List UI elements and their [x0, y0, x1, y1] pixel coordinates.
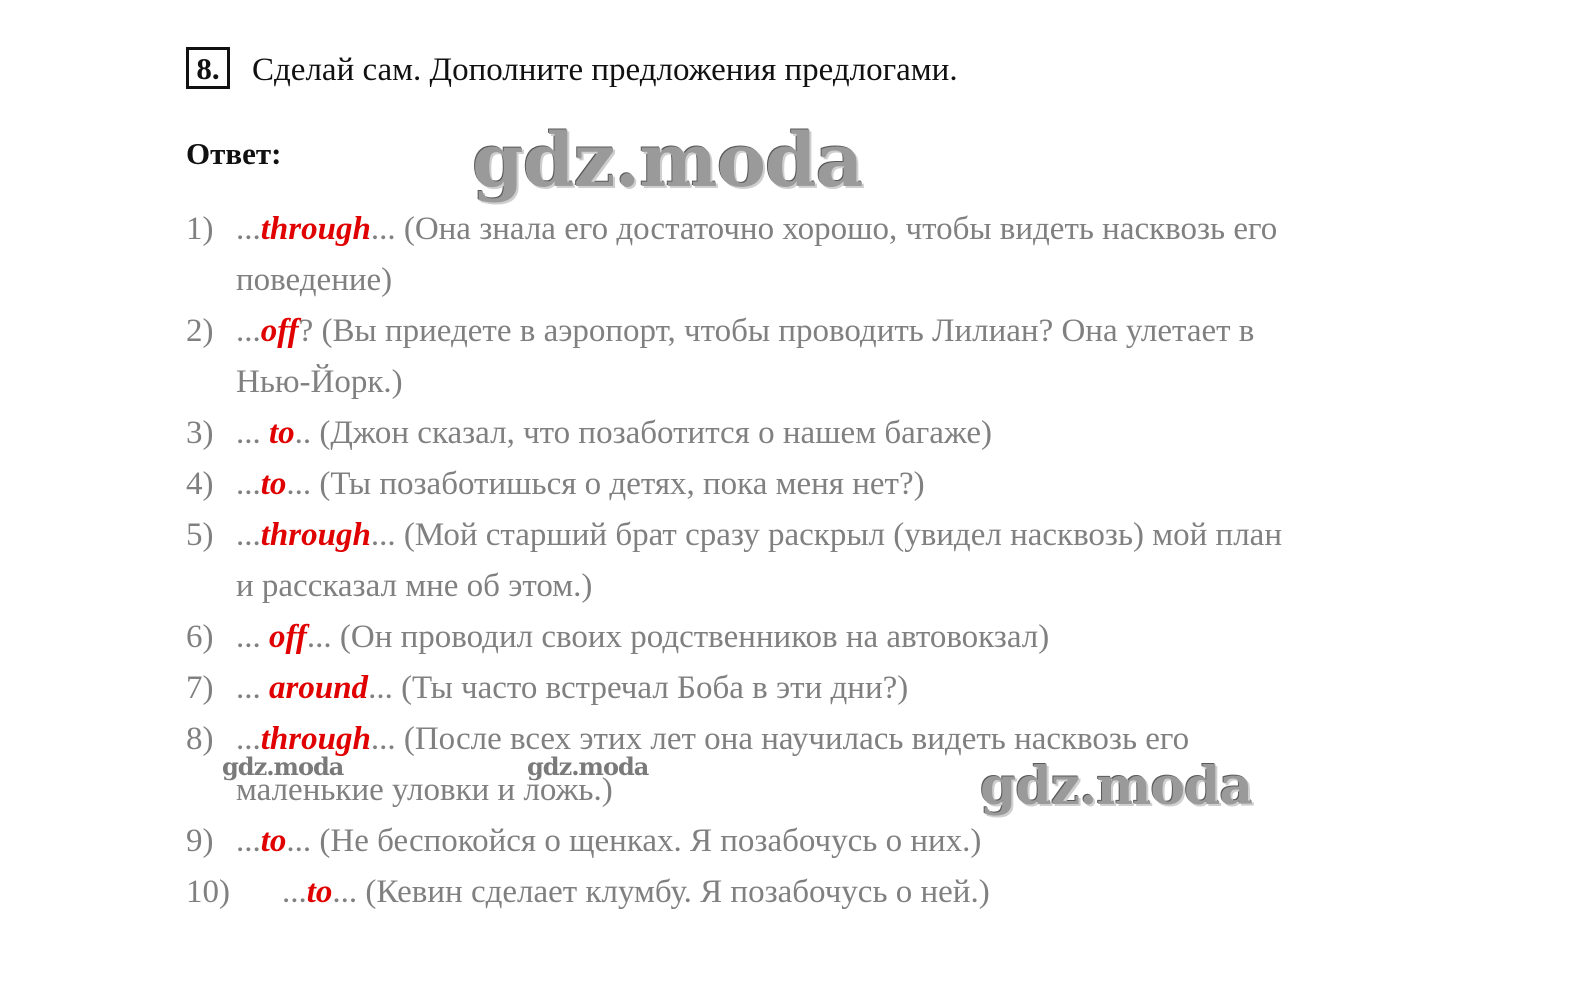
- item-continuation: маленькие уловки и ложь.): [236, 772, 613, 808]
- item-translation: ? (Вы приедете в аэропорт, чтобы проводить Лилиан? Она улетает в: [298, 313, 1255, 349]
- item-text: [282, 867, 990, 918]
- item-translation: ... (После всех этих лет она научилась видеть насквозь его: [370, 721, 1190, 757]
- item-lead: ...: [236, 313, 261, 349]
- item-lead: ...: [236, 415, 269, 451]
- item-preposition: to: [306, 874, 333, 910]
- task-number: 8.: [186, 47, 230, 89]
- item-translation: ... (Мой старший брат сразу раскрыл (увидел насквозь) мой план: [370, 517, 1282, 553]
- item-translation: ... (Не беспокойся о щенках. Я позабочусь о них.): [286, 823, 982, 859]
- item-translation: ... (Он проводил своих родственников на автовокзал): [306, 619, 1050, 655]
- item-number: 4): [186, 466, 214, 502]
- item-preposition: to: [260, 823, 287, 859]
- item-number: 10): [186, 874, 230, 910]
- item-text: [236, 459, 925, 510]
- item-preposition: off: [260, 313, 299, 349]
- item-number: 8): [186, 721, 214, 757]
- item-translation: .. (Джон сказал, что позаботится о нашем багаже): [294, 415, 992, 451]
- watermark-logo: gdz.moda: [222, 752, 344, 781]
- item-translation: ... (Кевин сделает клумбу. Я позабочусь о ней.): [332, 874, 990, 910]
- watermark-logo: gdz.moda: [980, 756, 1253, 817]
- item-preposition: through: [260, 721, 371, 757]
- item-preposition: off: [269, 619, 307, 655]
- item-continuation: и рассказал мне об этом.): [236, 568, 593, 604]
- item-lead: ...: [236, 466, 261, 502]
- item-lead: ...: [282, 874, 307, 910]
- item-lead: ...: [236, 721, 261, 757]
- item-text: [236, 204, 1277, 255]
- item-number: 9): [186, 823, 214, 859]
- watermark-logo: gdz.moda: [527, 752, 649, 781]
- item-text: [236, 612, 1049, 663]
- item-text: [236, 663, 908, 714]
- item-text: [236, 408, 992, 459]
- item-continuation: поведение): [236, 262, 393, 298]
- item-lead: ...: [236, 670, 269, 706]
- item-number: 3): [186, 415, 214, 451]
- item-number: 1): [186, 211, 214, 247]
- item-number: 7): [186, 670, 214, 706]
- item-preposition: through: [260, 211, 371, 247]
- watermark-logo: gdz.moda: [472, 118, 863, 204]
- item-number: 6): [186, 619, 214, 655]
- item-text: [236, 510, 1282, 561]
- item-preposition: around: [269, 670, 369, 706]
- item-preposition: to: [260, 466, 287, 502]
- item-continuation: Нью-Йорк.): [236, 364, 403, 400]
- item-text: [236, 816, 981, 867]
- answer-label: Ответ:: [186, 136, 282, 171]
- item-preposition: to: [269, 415, 295, 451]
- item-preposition: through: [260, 517, 371, 553]
- item-lead: ...: [236, 619, 269, 655]
- item-number: 2): [186, 313, 214, 349]
- item-lead: ...: [236, 211, 261, 247]
- item-translation: ... (Ты позаботишься о детях, пока меня нет?): [286, 466, 925, 502]
- item-number: 5): [186, 517, 214, 553]
- item-lead: ...: [236, 823, 261, 859]
- item-lead: ...: [236, 517, 261, 553]
- task-title: Сделай сам. Дополните предложения предлогами.: [252, 52, 958, 88]
- item-text: [236, 306, 1254, 357]
- item-translation: ... (Она знала его достаточно хорошо, чтобы видеть насквозь его: [370, 211, 1278, 247]
- item-translation: ... (Ты часто встречал Боба в эти дни?): [368, 670, 909, 706]
